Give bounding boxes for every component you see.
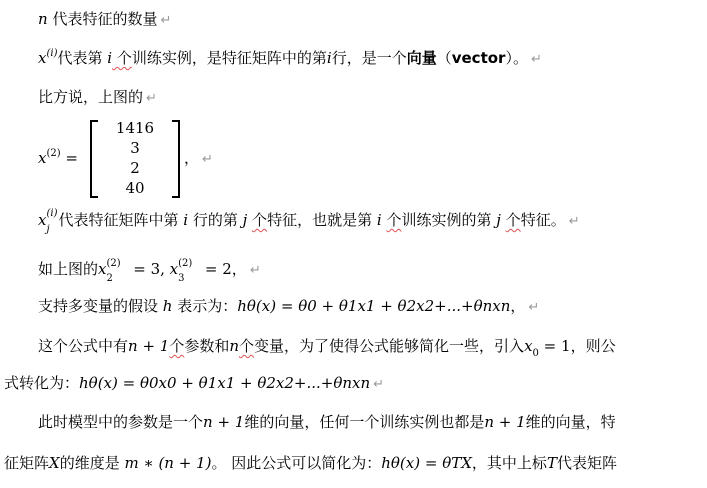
matrix-after [184, 148, 213, 170]
text: ， [231, 260, 247, 278]
text: 特征。 [520, 211, 566, 229]
text: 参数和 [184, 337, 230, 355]
text-ge: 个 [239, 337, 255, 355]
text: 。 因此公式可以简化为： [211, 454, 382, 472]
math-i: i [183, 211, 189, 229]
math-x: x [98, 260, 107, 278]
text: 如上图的 [38, 260, 99, 278]
text: 比方说，上图的 [38, 88, 144, 106]
math-sub: 2 [106, 273, 113, 284]
paragraph-mark: ↵ [160, 13, 172, 28]
text-ge: 个 [505, 211, 521, 229]
text: 行，是一个 [331, 49, 407, 67]
text: 支持多变量的假设 [38, 297, 163, 315]
line-feature-element-definition [38, 208, 580, 235]
text: ， [510, 297, 526, 315]
text: ）。 [505, 49, 528, 67]
text: ， [184, 149, 200, 167]
text: 训练实例，是特征矩阵中的第 [131, 49, 327, 67]
math-equals: = [60, 149, 78, 167]
math-n-plus-1: n + 1 [484, 413, 526, 431]
math-j: j [242, 211, 248, 229]
paragraph-mark: ↵ [146, 91, 157, 106]
text: ，则公 [570, 337, 616, 355]
math-sub: 0 [532, 348, 539, 359]
math-n: n [229, 337, 240, 355]
math-sup: (2) [178, 258, 193, 269]
text: 维的向量，任何一个训练实例也都是 [244, 413, 485, 431]
text-ge: 个 [169, 337, 185, 355]
math-x: x [169, 260, 179, 278]
math-sup: (2) [106, 258, 121, 269]
paragraph-mark: ↵ [202, 152, 213, 167]
text: ，其中上标 [471, 454, 547, 472]
math-n: n [38, 10, 48, 28]
text-ge: 个 [386, 211, 402, 229]
paragraph-mark: ↵ [373, 377, 385, 392]
math-X: X [49, 454, 60, 472]
math-x0: x [524, 337, 533, 355]
line-matrix-dimension [4, 453, 617, 473]
text: 这个公式中有 [38, 337, 129, 355]
math-x: x [38, 211, 47, 229]
bold-vector-en: vector [451, 49, 506, 67]
math-n-plus-1: n + 1 [128, 337, 170, 355]
text: 代表特征的数量 [47, 10, 158, 28]
line-transformed-formula [4, 373, 384, 395]
math-x: x [38, 49, 47, 67]
line-simplify [38, 336, 616, 359]
hypothesis-formula: hθ(x) = θ0 + θ1x1 + θ2x2+...+θnxn [237, 297, 511, 315]
line-for-example [38, 87, 157, 109]
left-bracket [90, 120, 98, 198]
text: 行的第 [188, 211, 243, 229]
paragraph-mark: ↵ [528, 300, 540, 315]
line-example-values [38, 258, 261, 284]
math-n-plus-1: n + 1 [203, 413, 245, 431]
text: （ [436, 49, 452, 67]
text: 的维度是 [59, 454, 125, 472]
matrix-cell: 3 [130, 139, 140, 157]
math-i: i [376, 211, 382, 229]
math-sub: 3 [178, 273, 185, 284]
line-training-example-definition [38, 48, 542, 71]
matrix-lhs [38, 148, 78, 171]
math-j: j [496, 211, 501, 229]
vectorized-formula: hθ(x) = θTX [381, 454, 472, 472]
math-i: i [107, 49, 113, 67]
text: 代表特征矩阵中第 [58, 211, 184, 229]
math-sup: (i) [46, 208, 58, 219]
text: 代表第 [57, 49, 108, 67]
paragraph-mark: ↵ [249, 263, 261, 278]
paragraph-mark: ↵ [568, 214, 580, 229]
math-T: T [546, 454, 557, 472]
transformed-formula: hθ(x) = θ0x0 + θ1x1 + θ2x2+...+θnxn [79, 374, 371, 392]
math-sup: (i) [46, 48, 58, 59]
line-hypothesis [38, 296, 539, 318]
math-dimension: m ∗ (n + 1) [124, 454, 212, 472]
line-feature-count [38, 9, 171, 31]
text-ge: 个 [252, 211, 268, 229]
text: 征矩阵 [4, 454, 50, 472]
text: 表示为： [172, 297, 238, 315]
matrix-cell: 1416 [115, 119, 155, 137]
matrix-column [98, 118, 172, 198]
math-x: x [38, 149, 47, 167]
math-sub: j [46, 224, 50, 235]
text: 训练实例的第 [401, 211, 497, 229]
bold-vector: 向量 [406, 49, 437, 67]
text: 维的向量，特 [525, 413, 616, 431]
math-eq: = 2 [200, 260, 232, 278]
math-eq: = 1 [538, 337, 571, 355]
text: 代表矩阵 [556, 454, 617, 472]
right-bracket [172, 120, 180, 198]
matrix-cell: 40 [125, 179, 145, 197]
text-ge: 个 [112, 49, 132, 67]
text: 特征，也就是第 [267, 211, 377, 229]
math-sup: (2) [46, 148, 61, 159]
line-parameter-vector [38, 412, 616, 432]
text: 式转化为： [4, 374, 80, 392]
math-i: i [326, 49, 332, 67]
matrix-cell: 2 [130, 159, 140, 177]
paragraph-mark: ↵ [530, 52, 542, 67]
math-h: h [162, 297, 173, 315]
text: 此时模型中的参数是一个 [38, 413, 204, 431]
math-eq: = 3, [128, 260, 170, 278]
text: 变量，为了使得公式能够简化一些，引入 [254, 337, 525, 355]
